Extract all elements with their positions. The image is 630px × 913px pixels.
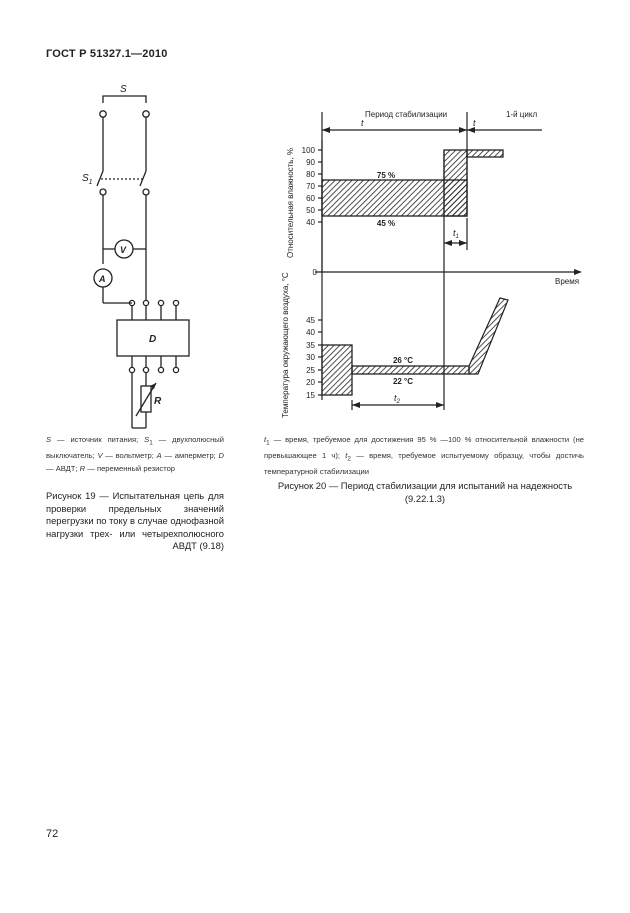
label-a: A — [99, 274, 106, 284]
t-tick-30: 30 — [306, 353, 315, 362]
humidity-cycle — [467, 150, 503, 157]
figure-19-caption: Рисунок 19 — Испытательная цепь для проверки предельных значений перегрузки по току в случае однофазной нагрузки трех- или четырехполюсного АВДТ (9.18) — [46, 490, 224, 551]
t-tick-40: 40 — [306, 328, 315, 337]
document-header: ГОСТ Р 51327.1—2010 — [46, 48, 168, 60]
x-axis-time-label: Время — [555, 277, 580, 286]
temp-lower-label: 22 °С — [392, 377, 414, 386]
humidity-rise — [444, 150, 467, 216]
label-first-cycle: 1-й цикл — [506, 110, 538, 119]
label-s1: $S_1$ — [82, 173, 93, 186]
label-period: Период стабилизации — [365, 110, 448, 119]
humidity-upper-label: 75 % — [376, 171, 396, 180]
humidity-lower-label: 45 % — [376, 219, 396, 228]
page-number: 72 — [46, 828, 59, 840]
h-tick-100: 100 — [301, 146, 315, 155]
h-tick-90: 90 — [306, 158, 315, 167]
label-t-cycle: t — [473, 118, 476, 128]
t-tick-35: 35 — [306, 341, 315, 350]
label-r: R — [154, 396, 162, 407]
temp-initial — [322, 345, 352, 395]
label-t: t — [361, 118, 364, 128]
label-v: V — [120, 245, 127, 255]
zero-tick: 0 — [312, 268, 317, 277]
t2-label: $t_2$ — [394, 393, 400, 405]
h-tick-50: 50 — [306, 206, 315, 215]
t-tick-15: 15 — [306, 391, 315, 400]
h-tick-70: 70 — [306, 182, 315, 191]
y-axis-humidity-label: Относительная влажность, % — [286, 147, 295, 258]
label-s: S — [120, 84, 127, 95]
label-d: D — [149, 334, 157, 345]
h-tick-80: 80 — [306, 170, 315, 179]
t-tick-20: 20 — [306, 378, 315, 387]
figure-20-caption: Рисунок 20 — Период стабилизации для испытаний на надежность (9.22.1.3) — [277, 480, 573, 504]
t-tick-25: 25 — [306, 366, 315, 375]
t1-label: $t_1$ — [453, 228, 459, 240]
h-tick-40: 40 — [306, 218, 315, 227]
temp-rise — [469, 298, 508, 374]
h-tick-60: 60 — [306, 194, 315, 203]
figure-19-legend: S — источник питания; $S_1$ — двухполюсный выключатель; V — вольтметр; A — амперметр; D — АВДТ; R — переменный резистор — [46, 435, 224, 473]
temp-upper-label: 26 °С — [392, 356, 414, 365]
time-axis-arrow-icon — [574, 269, 582, 275]
temp-band — [352, 366, 469, 374]
y-axis-temp-label: Температура окружающего воздуха, °С — [281, 272, 290, 418]
t-tick-45: 45 — [306, 316, 315, 325]
figure-20-legend: $t_1$ — время, требуемое для достижения 95 % —100 % относительной влажности (не превышающее 1 ч); $t_2$ — время, требуемое испытуемому образцу, чтобы достичь температурной стабилизации — [264, 435, 584, 477]
